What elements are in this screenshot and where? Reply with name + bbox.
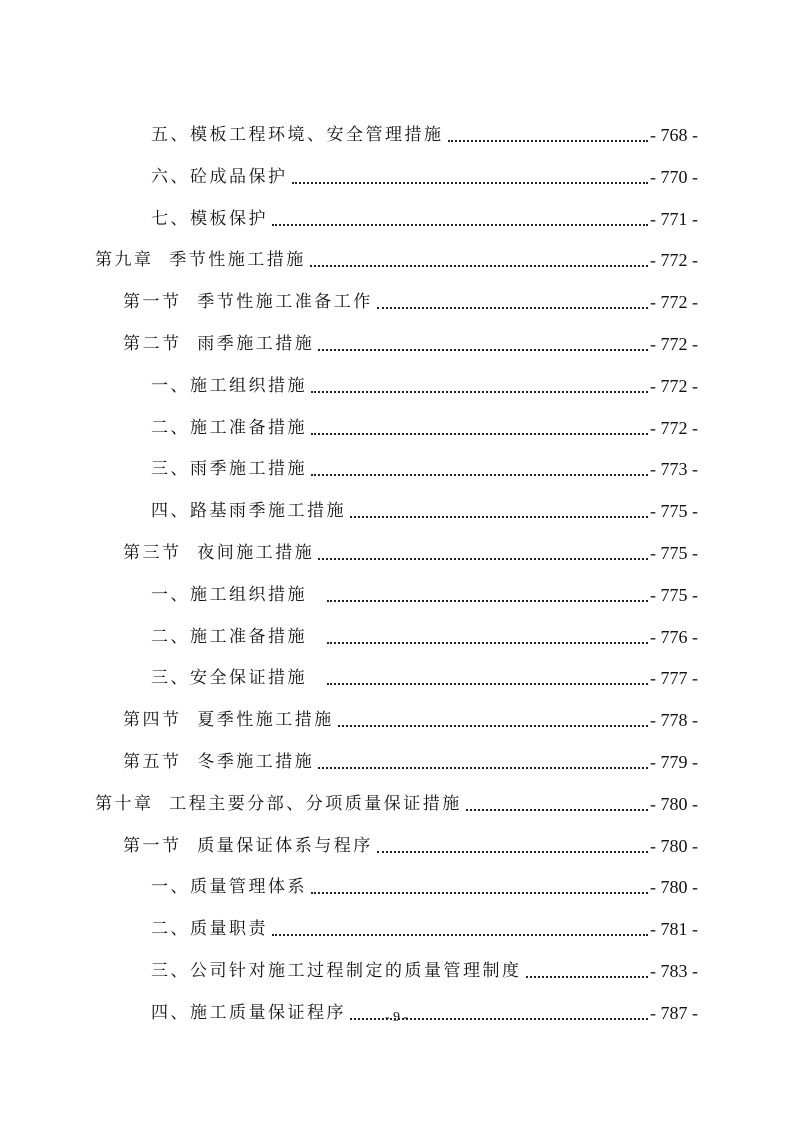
toc-entry-title: 第四节 夏季性施工措施 [123,710,334,731]
toc-entry[interactable] [151,580,698,606]
toc-entry-title: 第十章 工程主要分部、分项质量保证措施 [95,793,462,814]
toc-entry-page: - 778 - [650,710,698,731]
toc-entry-title: 三、安全保证措施 [151,668,323,689]
toc-dot-leader [272,224,648,226]
toc-entry-page: - 770 - [650,166,698,187]
toc-entry-title: 一、施工组织措施 [151,584,323,605]
toc-entry-title: 二、施工准备措施 [151,417,307,438]
toc-entry[interactable] [151,622,698,648]
toc-dot-leader [311,391,648,393]
toc-entry-page: - 783 - [650,961,698,981]
toc-entry-page: - 772 - [650,375,698,396]
toc-dot-leader [318,349,648,351]
toc-entry[interactable] [123,747,698,773]
toc-entry-title: 二、施工准备措施 [151,626,323,647]
toc-dot-leader [318,767,648,769]
toc-dot-leader [327,600,648,602]
toc-entry[interactable] [151,120,698,146]
toc-dot-leader [318,558,648,560]
toc-dot-leader [338,725,648,727]
toc-entry-title: 第三节 夜间施工措施 [123,543,315,563]
toc-entry-title: 三、雨季施工措施 [151,459,307,480]
toc-entry-title: 二、质量职责 [151,919,268,940]
toc-entry-title: 第一节 季节性施工准备工作 [123,292,373,313]
toc-entry-title: 第五节 冬季施工措施 [123,752,315,772]
toc-dot-leader [377,851,648,853]
toc-entry-title: 一、施工组织措施 [151,375,307,396]
toc-dot-leader [311,433,648,435]
toc-entry[interactable] [151,496,698,522]
toc-entry[interactable] [151,872,698,898]
toc-entry-title: 第二节 雨季施工措施 [123,334,315,354]
toc-entry-page: - 772 - [650,417,698,438]
toc-dot-leader [292,182,649,184]
toc-entry[interactable] [151,454,698,480]
toc-entry[interactable] [151,914,698,940]
toc-entry-page: - 776 - [650,626,698,647]
toc-entry-page: - 781 - [650,919,698,940]
toc-entry[interactable] [123,287,698,313]
toc-entry-page: - 772 - [650,292,698,313]
toc-entry-page: - 772 - [650,250,698,271]
toc-dot-leader [526,976,649,978]
toc-entry[interactable] [151,204,698,230]
toc-dot-leader [311,474,648,476]
toc-entry-title: 第九章 季节性施工措施 [95,250,306,271]
toc-entry-page: - 780 - [650,793,698,814]
toc-entry[interactable] [123,538,698,564]
toc-entry[interactable] [95,789,698,815]
toc-entry-title: 第一节 质量保证体系与程序 [123,835,373,856]
toc-dot-leader [311,892,648,894]
toc-entry-page: - 775 - [650,543,698,563]
toc-entry-page: - 771 - [650,208,698,229]
toc-entry-page: - 773 - [650,459,698,480]
toc-dot-leader [327,642,648,644]
toc-entry-page: - 787 - [650,1002,698,1023]
toc-entry[interactable] [95,245,698,271]
toc-entry[interactable] [151,371,698,397]
toc-dot-leader [448,140,649,142]
toc-entry[interactable] [151,956,698,982]
toc-dot-leader [272,934,648,936]
toc-entry-title: 五、模板工程环境、安全管理措施 [151,125,444,145]
toc-dot-leader [466,809,648,811]
toc-entry[interactable] [151,663,698,689]
toc-entry-page: - 775 - [650,584,698,605]
toc-entry-title: 四、路基雨季施工措施 [151,501,346,522]
toc-entry-title: 一、质量管理体系 [151,877,307,898]
toc-entry-title: 七、模板保护 [151,208,268,229]
toc-dot-leader [350,516,648,518]
toc-entry-title: 三、公司针对施工过程制定的质量管理制度 [151,961,522,981]
toc-entry-page: - 772 - [650,334,698,354]
toc-entry-page: - 777 - [650,668,698,689]
toc-dot-leader [327,683,648,685]
toc-entry-title: 六、砼成品保护 [151,166,288,187]
toc-dot-leader [310,265,648,267]
toc-entry-page: - 780 - [650,877,698,898]
toc-entry[interactable] [151,413,698,439]
page-number: - 9 - [384,1010,409,1025]
toc-entry-page: - 780 - [650,835,698,856]
toc-entry[interactable] [123,831,698,857]
toc-entry[interactable] [123,705,698,731]
toc-entry-page: - 779 - [650,752,698,772]
toc-entry-title: 四、施工质量保证程序 [151,1002,346,1023]
toc-entry-page: - 775 - [650,501,698,522]
toc-entry[interactable] [151,162,698,188]
toc-entry-page: - 768 - [650,125,698,145]
toc-entry[interactable] [123,329,698,355]
toc-dot-leader [377,307,648,309]
